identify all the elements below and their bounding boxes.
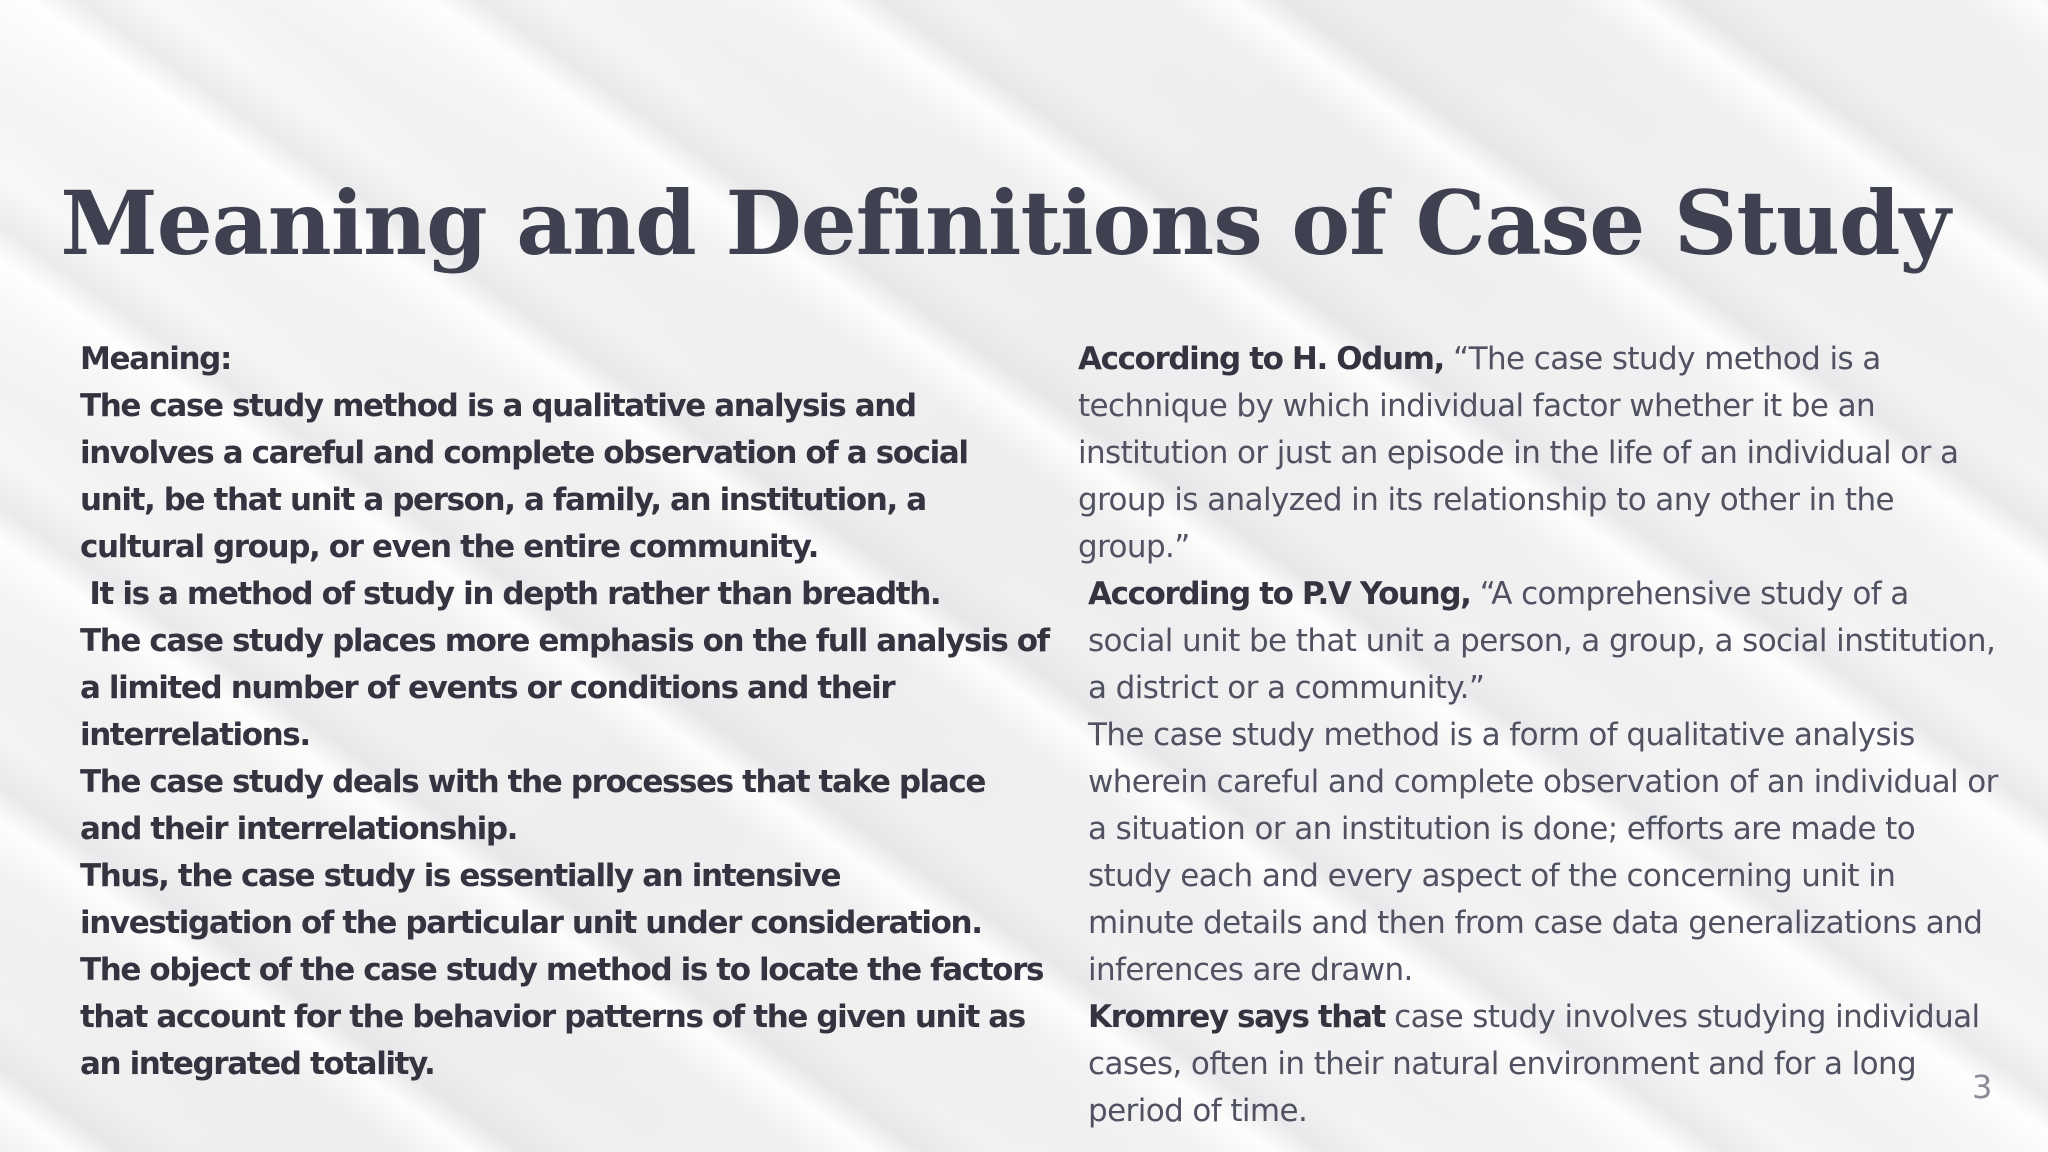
odum-text: “The case study method is a technique by which individual factor whether it be an institution or just an episode in the life of an individual or a group is analyzed in its relationship to any other in the group.”	[1078, 341, 1959, 565]
meaning-heading: Meaning:	[80, 341, 231, 377]
page-number: 3	[1972, 1068, 1993, 1106]
definitions-column	[1078, 336, 1998, 1135]
kromrey-lead: Kromrey says that	[1088, 999, 1385, 1035]
method-definition: The case study method is a form of qualitative analysis wherein careful and complete observation of an individual or a situation or an institution is done; efforts are made to study each and every aspect of the concerning unit in minute details and then from case data generalizations and inferences are drawn.	[1088, 717, 1998, 988]
young-text: “A comprehensive study of a social unit be that unit a person, a group, a social institution, a district or a community.”	[1088, 576, 1996, 706]
kromrey-definition	[1078, 994, 1998, 1135]
meaning-paragraph-3: The case study places more emphasis on the full analysis of a limited number of events or conditions and their interrelations.	[80, 623, 1049, 753]
meaning-paragraph-4: The case study deals with the processes that take place and their interrelationship.	[80, 764, 986, 847]
odum-definition	[1078, 336, 1998, 571]
young-definition	[1078, 571, 1998, 712]
meaning-paragraph-2: It is a method of study in depth rather than breadth.	[80, 576, 941, 612]
young-lead: According to P.V Young,	[1088, 576, 1471, 612]
slide-title: Meaning and Definitions of Case Study	[60, 171, 1950, 275]
meaning-paragraph-1: The case study method is a qualitative analysis and involves a careful and complete observation of a social unit, be that unit a person, a family, an institution, a cultural group, or even the entire community.	[80, 388, 968, 565]
meaning-column	[80, 336, 1050, 1088]
kromrey-text: case study involves studying individual cases, often in their natural environment and for a long period of time.	[1088, 999, 1980, 1129]
odum-lead: According to H. Odum,	[1078, 341, 1444, 377]
meaning-paragraph-5: Thus, the case study is essentially an intensive investigation of the particular unit under consideration. The object of the case study method is to locate the factors that account for the behavior patterns of the given unit as an integrated totality.	[80, 858, 1044, 1082]
